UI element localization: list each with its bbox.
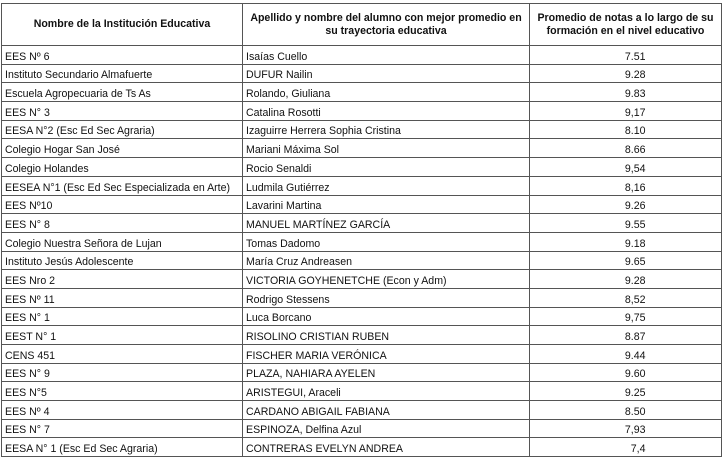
average-value: 8,16: [624, 181, 646, 194]
average-cell: [530, 158, 722, 177]
student-cell: CONTRERAS EVELYN ANDREA: [243, 438, 530, 457]
student-cell: Catalina Rosotti: [243, 102, 530, 121]
table-row: [2, 419, 722, 438]
institution-cell: Colegio Hogar San José: [2, 139, 243, 158]
table-row: [2, 345, 722, 364]
average-cell: [530, 232, 722, 251]
table-row: [2, 251, 722, 270]
student-cell: FISCHER MARIA VERÓNICA: [243, 345, 530, 364]
table-row: [2, 83, 722, 102]
average-value: 8.87: [624, 331, 646, 343]
institution-cell: EES N° 7: [2, 419, 243, 438]
student-cell: PLAZA, NAHIARA AYELEN: [243, 363, 530, 382]
average-cell: [530, 419, 722, 438]
institution-cell: Instituto Jesús Adolescente: [2, 251, 243, 270]
student-cell: CARDANO ABIGAIL FABIANA: [243, 401, 530, 420]
average-cell: [530, 102, 722, 121]
student-cell: Isaías Cuello: [243, 46, 530, 65]
average-cell: [530, 176, 722, 195]
student-cell: Mariani Máxima Sol: [243, 139, 530, 158]
table-row: [2, 176, 722, 195]
average-value: 7,93: [624, 424, 646, 437]
institution-cell: EESA N° 1 (Esc Ed Sec Agraria): [2, 438, 243, 457]
institution-cell: EES Nº 4: [2, 401, 243, 420]
student-cell: Luca Borcano: [243, 307, 530, 326]
header-institution: Nombre de la Institución Educativa: [2, 4, 243, 46]
student-cell: VICTORIA GOYHENETCHE (Econ y Adm): [243, 270, 530, 289]
average-cell: [530, 83, 722, 102]
average-value: 9,17: [624, 106, 646, 119]
table-row: [2, 326, 722, 345]
table-row: [2, 102, 722, 121]
average-cell: [530, 195, 722, 214]
student-cell: Rodrigo Stessens: [243, 288, 530, 307]
table-row: [2, 46, 722, 65]
table-row: [2, 288, 722, 307]
average-cell: [530, 307, 722, 326]
average-value: 8.10: [624, 125, 646, 138]
average-value: 8,52: [624, 293, 646, 306]
average-value: 9.83: [624, 88, 646, 101]
average-cell: [530, 401, 722, 420]
student-cell: DUFUR Nailin: [243, 64, 530, 83]
institution-cell: Escuela Agropecuaria de Ts As: [2, 83, 243, 102]
average-value: 9,54: [624, 162, 646, 175]
table-row: [2, 232, 722, 251]
institution-cell: EEST N° 1: [2, 326, 243, 345]
student-cell: ARISTEGUI, Araceli: [243, 382, 530, 401]
student-cell: Lavarini Martina: [243, 195, 530, 214]
table-row: [2, 158, 722, 177]
institution-cell: EES Nº 11: [2, 288, 243, 307]
average-cell: [530, 438, 722, 457]
average-cell: [530, 382, 722, 401]
average-cell: [530, 270, 722, 289]
institution-cell: EES N°5: [2, 382, 243, 401]
table-row: [2, 363, 722, 382]
student-cell: María Cruz Andreasen: [243, 251, 530, 270]
average-value: 9.60: [624, 368, 646, 381]
student-cell: Tomas Dadomo: [243, 232, 530, 251]
institution-cell: Instituto Secundario Almafuerte: [2, 64, 243, 83]
average-cell: [530, 120, 722, 139]
average-value: 9.55: [624, 218, 646, 231]
average-cell: [530, 46, 722, 65]
table-row: [2, 401, 722, 420]
institution-cell: EES Nº 6: [2, 46, 243, 65]
institution-cell: EES N° 9: [2, 363, 243, 382]
average-value: 9.18: [624, 237, 646, 250]
student-cell: MANUEL MARTÍNEZ GARCÍA: [243, 214, 530, 233]
average-cell: [530, 64, 722, 83]
average-value: 9.28: [624, 69, 646, 82]
institution-cell: Colegio Nuestra Señora de Lujan: [2, 232, 243, 251]
student-cell: Izaguirre Herrera Sophia Cristina: [243, 120, 530, 139]
average-value: 9.28: [624, 274, 646, 287]
institution-cell: EESEA N°1 (Esc Ed Sec Especializada en Arte): [2, 176, 243, 195]
institution-cell: EES Nro 2: [2, 270, 243, 289]
table-row: [2, 307, 722, 326]
average-value: 7.51: [624, 50, 646, 63]
header-student: Apellido y nombre del alumno con mejor promedio en su trayectoria educativa: [243, 4, 530, 46]
header-average: Promedio de notas a lo largo de su formación en el nivel educativo: [530, 4, 722, 46]
student-cell: RISOLINO CRISTIAN RUBEN: [243, 326, 530, 345]
institution-cell: CENS 451: [2, 345, 243, 364]
institution-cell: EESA N°2 (Esc Ed Sec Agraria): [2, 120, 243, 139]
average-cell: [530, 139, 722, 158]
institution-cell: EES N° 8: [2, 214, 243, 233]
average-cell: [530, 251, 722, 270]
table-row: [2, 382, 722, 401]
average-value: 8.66: [624, 144, 646, 157]
average-value: 9.25: [624, 387, 646, 400]
student-cell: Rolando, Giuliana: [243, 83, 530, 102]
average-value: 9.26: [624, 200, 646, 213]
table-row: [2, 120, 722, 139]
institution-cell: EES N° 1: [2, 307, 243, 326]
average-cell: [530, 345, 722, 364]
average-value: 9,75: [624, 312, 646, 325]
average-cell: [530, 214, 722, 233]
average-value: 7,4: [630, 443, 646, 456]
student-cell: Rocio Senaldi: [243, 158, 530, 177]
average-cell: [530, 288, 722, 307]
table-row: [2, 139, 722, 158]
table-row: [2, 214, 722, 233]
students-table: [1, 3, 722, 457]
institution-cell: Colegio Holandes: [2, 158, 243, 177]
institution-cell: EES N° 3: [2, 102, 243, 121]
student-cell: ESPINOZA, Delfina Azul: [243, 419, 530, 438]
student-cell: Ludmila Gutiérrez: [243, 176, 530, 195]
table-row: [2, 64, 722, 83]
average-value: 9.65: [624, 256, 646, 269]
table-row: [2, 195, 722, 214]
average-value: 9.44: [624, 349, 646, 362]
table-row: [2, 438, 722, 457]
average-cell: [530, 363, 722, 382]
average-value: 8.50: [624, 405, 646, 418]
institution-cell: EES Nº10: [2, 195, 243, 214]
average-cell: [530, 326, 722, 345]
table-row: [2, 270, 722, 289]
table-header-row: [2, 4, 722, 46]
